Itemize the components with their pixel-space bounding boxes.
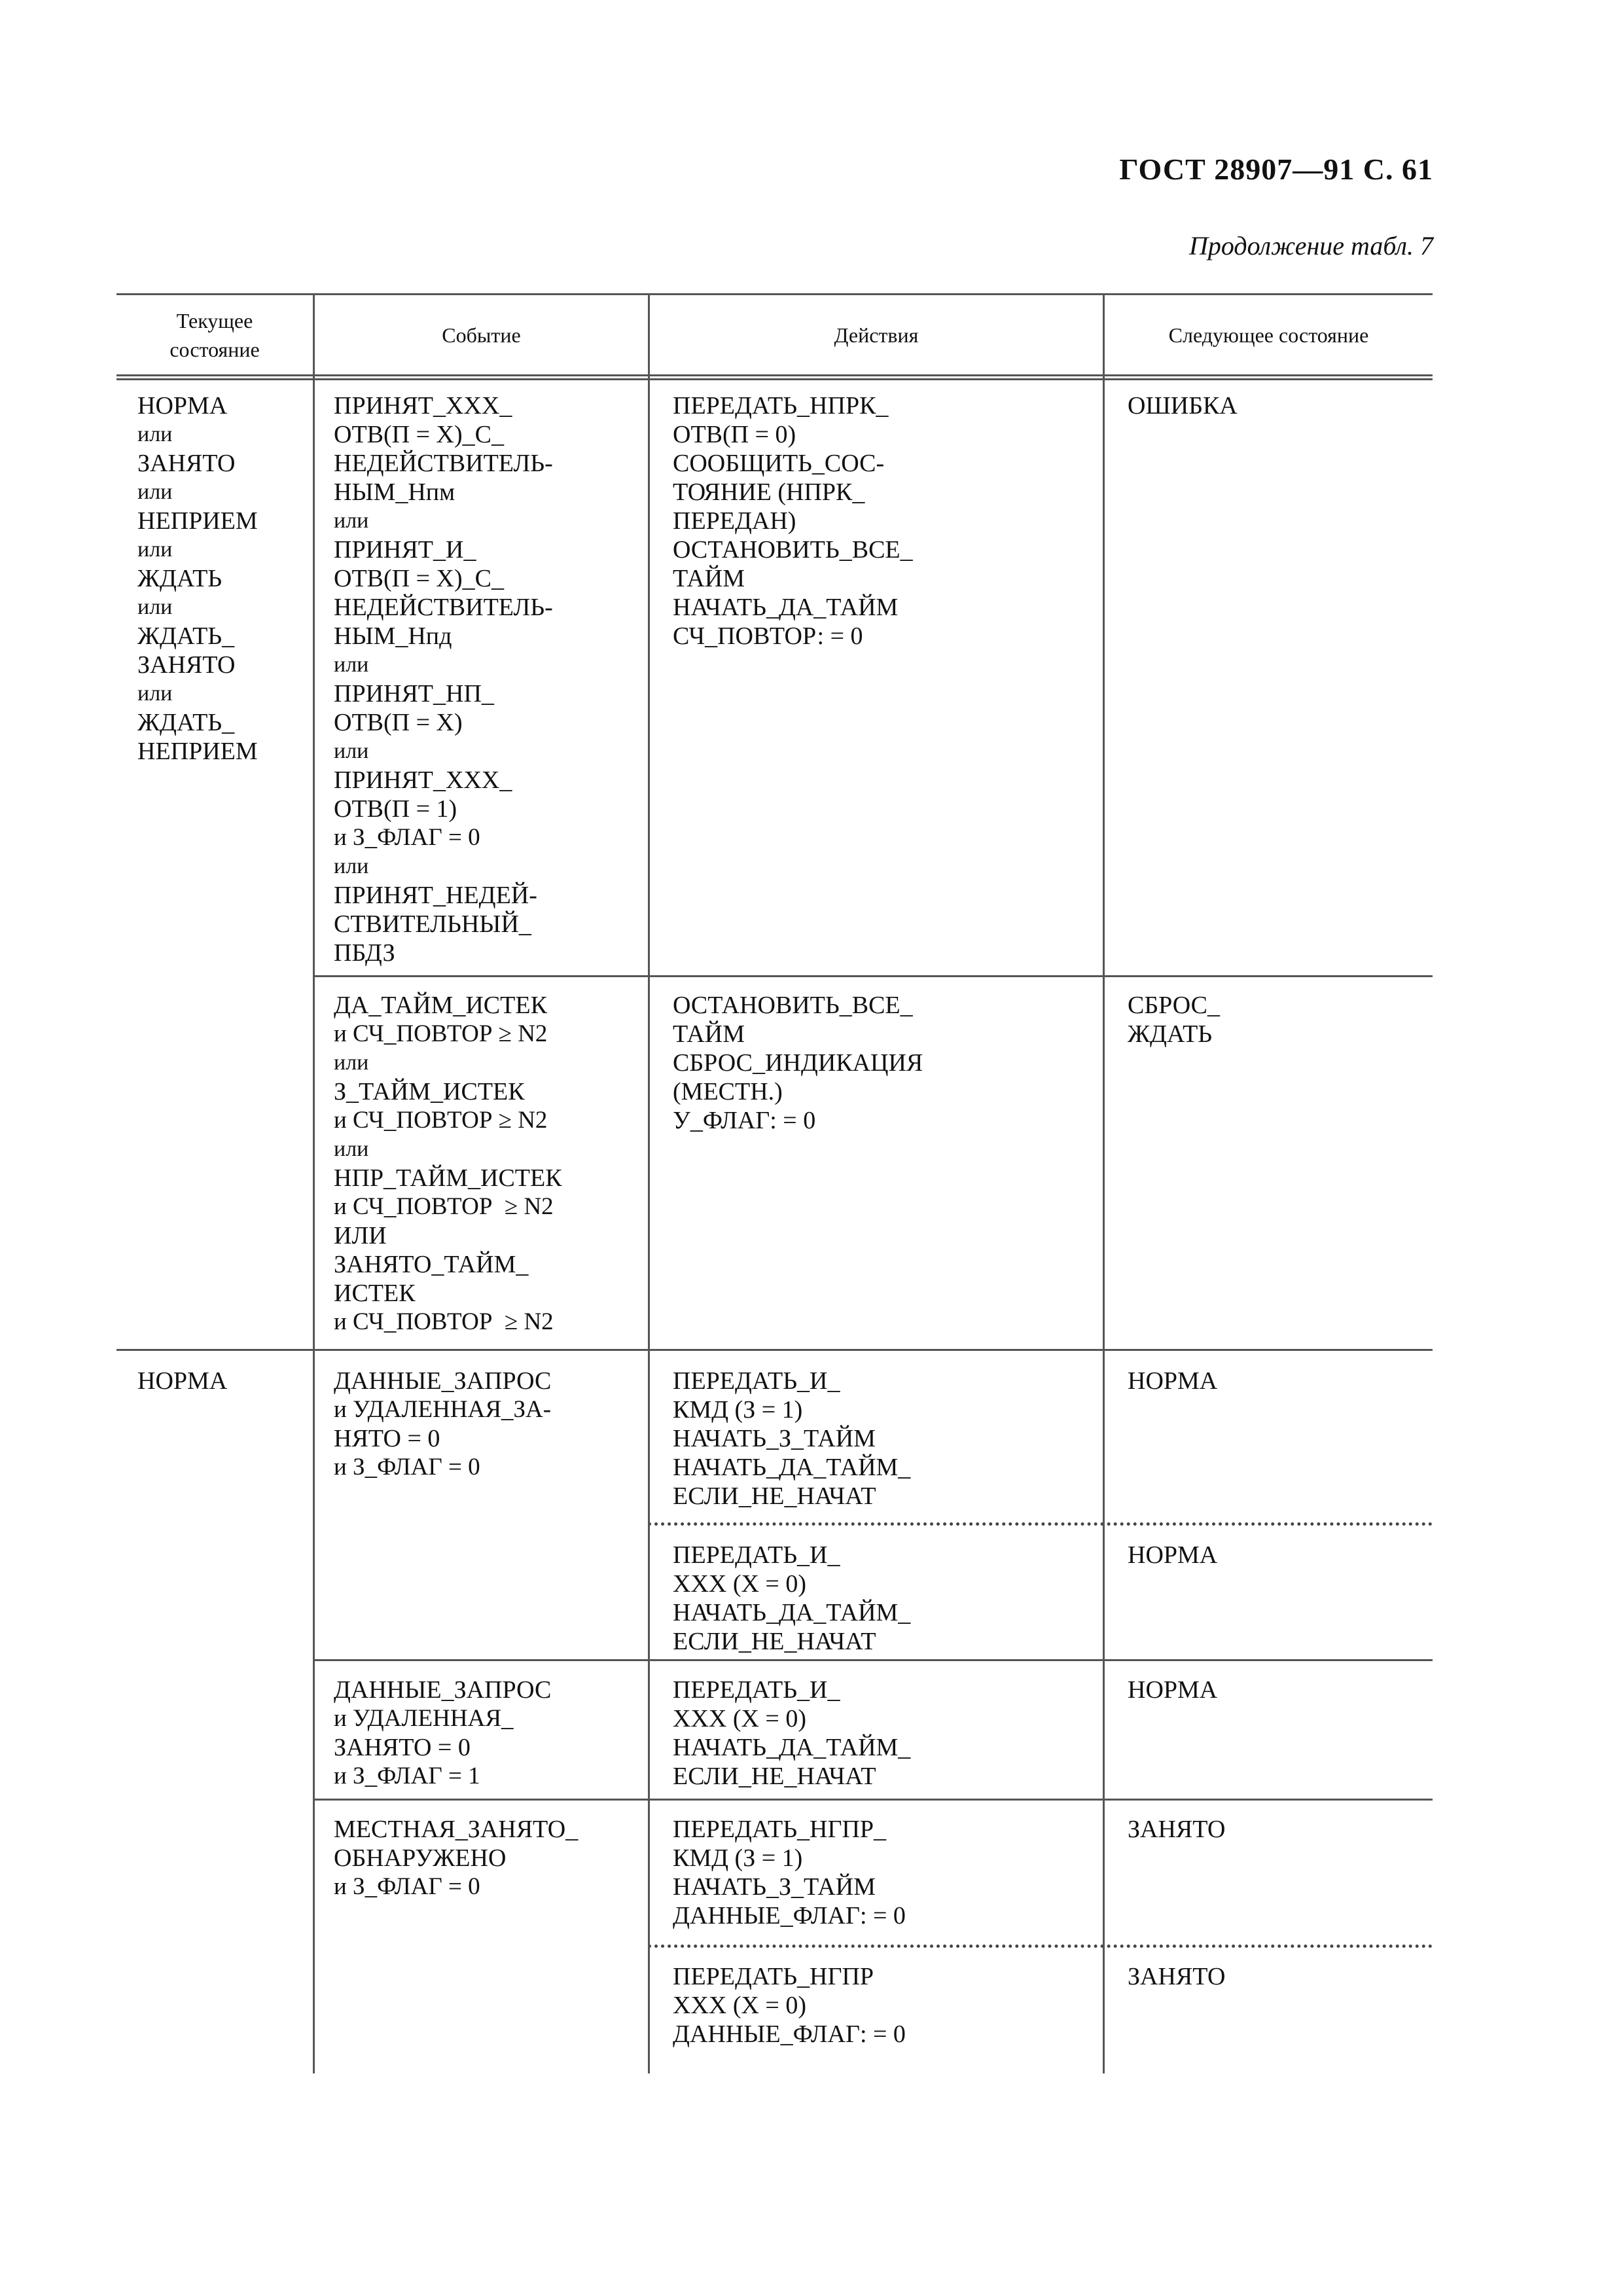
column-rule <box>1103 293 1105 2073</box>
cell-line: У_ФЛАГ: = 0 <box>673 1107 816 1134</box>
actions-cell <box>673 1367 910 1511</box>
cell-line: ПБДЗ <box>334 939 395 967</box>
cell-line: и СЧ_ПОВТОР ≥ N2 <box>334 1308 554 1335</box>
cell-line: ЖДАТЬ <box>1128 1020 1213 1048</box>
event-cell <box>334 1815 578 1901</box>
cell-line: НЯТО = 0 <box>334 1425 440 1452</box>
cell-line: ИСТЕК <box>334 1280 416 1307</box>
cell-line: ЖДАТЬ_ <box>137 709 235 736</box>
next-state-cell <box>1128 1815 1225 1844</box>
col-header-current-state: Текущее состояние <box>169 308 260 361</box>
cell-line: СБРОС_ <box>1128 992 1221 1019</box>
cell-line: НАЧАТЬ_З_ТАЙМ <box>673 1873 876 1901</box>
next-state-cell <box>1128 991 1220 1049</box>
cell-line: ЗАНЯТО <box>137 651 236 679</box>
cell-line: КМД (З = 1) <box>673 1844 803 1872</box>
alternative-divider <box>648 1522 1433 1526</box>
cell-line: НАЧАТЬ_ДА_ТАЙМ <box>673 594 899 621</box>
next-state-cell <box>1128 1962 1225 1991</box>
cell-line: или <box>137 681 173 706</box>
cell-line: ОТВ(П = 0) <box>673 421 796 448</box>
cell-line: ЗАНЯТО <box>1128 1963 1226 1990</box>
cell-line: или <box>334 854 369 878</box>
cell-line: и СЧ_ПОВТОР ≥ N2 <box>334 1020 548 1047</box>
cell-line: ПРИНЯТ_И_ <box>334 536 476 564</box>
page-header: ГОСТ 28907—91 С. 61 <box>1119 152 1433 186</box>
cell-line: XXX (X = 0) <box>673 1570 807 1598</box>
cell-line: МЕСТНАЯ_ЗАНЯТО_ <box>334 1816 579 1843</box>
cell-line: НЫМ_Нпд <box>334 622 452 650</box>
cell-line: ПЕРЕДАТЬ_И_ <box>673 1367 840 1395</box>
col-header-next-state: Следующее состояние <box>1168 323 1369 347</box>
cell-line: НЕПРИЕМ <box>137 738 258 765</box>
cell-line: ОСТАНОВИТЬ_ВСЕ_ <box>673 536 913 564</box>
col-header-actions: Действия <box>834 323 919 347</box>
cell-line: НОРМА <box>1128 1541 1218 1569</box>
current-state-cell <box>137 391 258 766</box>
cell-line: XXX (X = 0) <box>673 1705 807 1732</box>
cell-line: или <box>137 537 173 562</box>
cell-line: ТОЯНИЕ (НПРК_ <box>673 478 865 506</box>
cell-line: ПРИНЯТ_НЕДЕЙ- <box>334 882 537 909</box>
cell-line: или <box>334 1050 369 1075</box>
cell-line: ПРИНЯТ_НП_ <box>334 680 494 708</box>
cell-line: КМД (З = 1) <box>673 1396 803 1424</box>
cell-line: СООБЩИТЬ_СОС- <box>673 450 885 477</box>
cell-line: и СЧ_ПОВТОР ≥ N2 <box>334 1193 554 1220</box>
cell-line: НОРМА <box>137 392 228 420</box>
cell-line: или <box>137 480 173 504</box>
event-cell <box>334 1367 551 1482</box>
cell-line: НЕДЕЙСТВИТЕЛЬ- <box>334 450 553 477</box>
cell-line: НАЧАТЬ_З_ТАЙМ <box>673 1425 876 1452</box>
cell-line: ПЕРЕДАН) <box>673 507 796 535</box>
cell-line: ЖДАТЬ_ <box>137 622 235 650</box>
cell-line: ПРИНЯТ_XXX_ <box>334 392 512 420</box>
cell-line: НАЧАТЬ_ДА_ТАЙМ_ <box>673 1734 911 1761</box>
cell-line: ИЛИ <box>334 1222 387 1249</box>
cell-line: или <box>137 595 173 619</box>
cell-line: НЕДЕЙСТВИТЕЛЬ- <box>334 594 553 621</box>
cell-line: ОТВ(П = 1) <box>334 795 457 823</box>
cell-line: НОРМА <box>1128 1676 1218 1704</box>
actions-cell <box>673 1541 910 1656</box>
cell-line: НПР_ТАЙМ_ИСТЕК <box>334 1164 562 1192</box>
cell-line: ОСТАНОВИТЬ_ВСЕ_ <box>673 992 913 1019</box>
next-state-cell <box>1128 1676 1217 1704</box>
cell-line: ЕСЛИ_НЕ_НАЧАТ <box>673 1482 876 1510</box>
column-rule <box>313 293 315 2073</box>
cell-line: и СЧ_ПОВТОР ≥ N2 <box>334 1107 548 1134</box>
cell-line: и З_ФЛАГ = 1 <box>334 1763 480 1789</box>
cell-line: или <box>137 422 173 446</box>
cell-line: ОТВ(П = X) <box>334 709 463 736</box>
cell-line: ПРИНЯТ_XXX_ <box>334 766 512 794</box>
cell-line: НАЧАТЬ_ДА_ТАЙМ_ <box>673 1599 911 1626</box>
cell-line: СБРОС_ИНДИКАЦИЯ <box>673 1049 923 1077</box>
cell-line: СЧ_ПОВТОР: = 0 <box>673 622 863 650</box>
cell-line: ДАННЫЕ_ФЛАГ: = 0 <box>673 2020 906 2048</box>
cell-line: ПЕРЕДАТЬ_НГПР <box>673 1963 874 1990</box>
row-divider <box>313 1659 1433 1661</box>
cell-line: ПЕРЕДАТЬ_НГПР_ <box>673 1816 887 1843</box>
actions-cell <box>673 1676 910 1791</box>
current-state-cell <box>137 1367 227 1395</box>
cell-line: или <box>334 509 369 533</box>
cell-line: НОРМА <box>1128 1367 1218 1395</box>
event-cell <box>334 991 562 1336</box>
cell-line: ТАЙМ <box>673 1020 745 1048</box>
cell-line: или <box>334 653 369 677</box>
cell-line: ЗАНЯТО_ТАЙМ_ <box>334 1251 529 1278</box>
column-rule <box>648 293 650 2073</box>
cell-line: ЕСЛИ_НЕ_НАЧАТ <box>673 1628 876 1655</box>
cell-line: или <box>334 1137 369 1161</box>
cell-line: З_ТАЙМ_ИСТЕК <box>334 1078 525 1105</box>
cell-line: ДАННЫЕ_ЗАПРОС <box>334 1367 552 1395</box>
cell-line: ОТВ(П = X)_С_ <box>334 421 504 448</box>
cell-line: ЖДАТЬ <box>137 565 223 592</box>
cell-line: ОБНАРУЖЕНО <box>334 1844 507 1872</box>
state-table <box>116 293 1433 2073</box>
cell-line: XXX (X = 0) <box>673 1992 807 2019</box>
cell-line: ПЕРЕДАТЬ_И_ <box>673 1541 840 1569</box>
event-cell <box>334 1676 551 1791</box>
col-header-event: Событие <box>442 323 521 347</box>
cell-line: ДА_ТАЙМ_ИСТЕК <box>334 992 547 1019</box>
cell-line: ОШИБКА <box>1128 392 1238 420</box>
actions-cell <box>673 1962 906 2049</box>
cell-line: ДАННЫЕ_ЗАПРОС <box>334 1676 552 1704</box>
cell-line: ПЕРЕДАТЬ_И_ <box>673 1676 840 1704</box>
cell-line: ПЕРЕДАТЬ_НПРК_ <box>673 392 889 420</box>
cell-line: ДАННЫЕ_ФЛАГ: = 0 <box>673 1902 906 1929</box>
row-divider <box>313 1799 1433 1801</box>
cell-line: и УДАЛЕННАЯ_ЗА- <box>334 1396 552 1423</box>
cell-line: СТВИТЕЛЬНЫЙ_ <box>334 910 531 938</box>
cell-line: НЫМ_Нпм <box>334 478 455 506</box>
cell-line: ОТВ(П = X)_С_ <box>334 565 504 592</box>
cell-line: и УДАЛЕННАЯ_ <box>334 1705 514 1732</box>
cell-line: и З_ФЛАГ = 0 <box>334 1873 480 1900</box>
next-state-cell <box>1128 1367 1217 1395</box>
cell-line: ТАЙМ <box>673 565 745 592</box>
cell-line: НАЧАТЬ_ДА_ТАЙМ_ <box>673 1454 911 1481</box>
cell-line: НЕПРИЕМ <box>137 507 258 535</box>
cell-line: и З_ФЛАГ = 0 <box>334 1454 480 1480</box>
cell-line: или <box>334 739 369 763</box>
cell-line: НОРМА <box>137 1367 228 1395</box>
cell-line: ЗАНЯТО = 0 <box>334 1734 471 1761</box>
cell-line: (МЕСТН.) <box>673 1078 783 1105</box>
next-state-cell <box>1128 1541 1217 1570</box>
event-cell <box>334 391 553 967</box>
row-divider <box>313 975 1433 977</box>
cell-line: ЗАНЯТО <box>137 450 236 477</box>
cell-line: ЗАНЯТО <box>1128 1816 1226 1843</box>
next-state-cell <box>1128 391 1238 420</box>
cell-line: ЕСЛИ_НЕ_НАЧАТ <box>673 1763 876 1790</box>
cell-line: и З_ФЛАГ = 0 <box>334 824 480 851</box>
table-continuation-label: Продолжение табл. 7 <box>1188 231 1433 260</box>
actions-cell <box>673 1815 906 1930</box>
actions-cell <box>673 991 923 1135</box>
actions-cell <box>673 391 913 651</box>
alternative-divider <box>648 1945 1433 1948</box>
